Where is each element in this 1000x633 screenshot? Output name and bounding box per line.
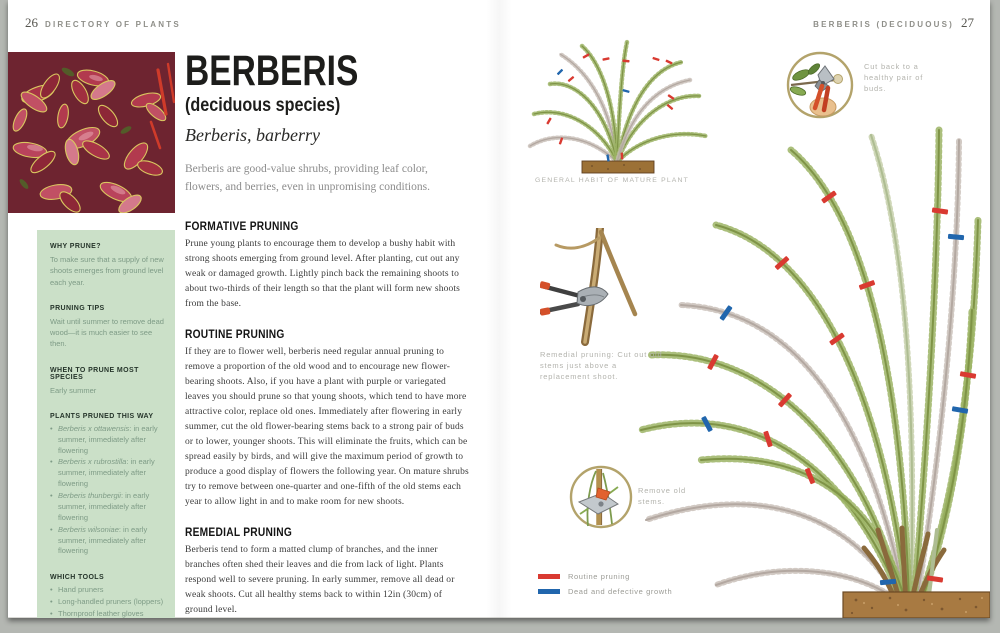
main-article bbox=[185, 47, 471, 633]
legend-row-dead bbox=[538, 587, 672, 596]
section-body: If they are to flower well, berberis need regular annual pruning to remove a proportion of the old wood and to encourage new flower-bearing shoots. Also, if you have a plant with purple or variegated leaves you should prune so that young shoots, which tend to have more attractive color, replace old ones. Immediately after flowering in early summer, cut the old flower-bearing stems back to a strong pair of buds or to lower, younger shoots. This will eliminate the fruits, which can be spread easily by birds, and will give the maximum period of growth to produce a good display of flowers the following year. On mature shrubs try to remove between one-quarter and one-fifth of the old stems each year to allow light in and to make room for new shoots. bbox=[185, 346, 469, 507]
sidebar-body: Wait until summer to remove dead wood—it is much easier to see then. bbox=[50, 316, 164, 349]
remove-caption: Remove old stems. bbox=[638, 486, 687, 506]
section-heading: FORMATIVE PRUNING bbox=[185, 218, 299, 233]
page-title: BERBERIS bbox=[185, 47, 359, 95]
sidebar-heading: WHY PRUNE? bbox=[50, 243, 101, 250]
sidebar-section-tools bbox=[50, 574, 164, 620]
running-head-right bbox=[813, 15, 974, 31]
book-spread bbox=[8, 0, 990, 618]
sidebar-section-tips bbox=[50, 305, 164, 350]
habit-caption: GENERAL HABIT OF MATURE PLANT bbox=[534, 177, 690, 184]
page-gutter bbox=[486, 0, 512, 618]
section-remedial bbox=[185, 525, 471, 618]
plants-list bbox=[50, 424, 164, 558]
remove-old-stems-inset-illustration bbox=[568, 464, 634, 530]
section-body: Prune young plants to encourage them to develop a bushy habit with strong shoots emerging from ground level. After planting, cut out any weak or damaged growth. Lightly pinch back the remaining shoots to about two-thirds of their length so that the plant will form new shoots from the base. bbox=[185, 238, 461, 309]
running-head-left bbox=[25, 15, 181, 31]
sidebar-section-why-prune bbox=[50, 243, 164, 288]
sidebar-heading: PLANTS PRUNED THIS WAY bbox=[50, 412, 154, 420]
cut-back-inset-illustration bbox=[785, 50, 855, 120]
section-routine bbox=[185, 327, 471, 510]
legend-label: Routine pruning bbox=[568, 572, 630, 581]
legend bbox=[538, 572, 672, 602]
legend-row-routine bbox=[538, 572, 672, 581]
sidebar-section-plants bbox=[50, 413, 164, 558]
running-head-left-text: DIRECTORY OF PLANTS bbox=[45, 20, 181, 29]
page-number-right: 27 bbox=[961, 15, 974, 30]
common-names: Berberis, barberry bbox=[185, 124, 320, 145]
mature-plant-habit-illustration bbox=[520, 36, 720, 178]
section-body: Berberis tend to form a matted clump of branches, and the inner branches often shed their leaves and die from lack of light. Plants respond well to severe pruning. In early summer, remove all dead or weak shoots. Cut all healthy stems back to within 12in (30cm) of ground level. bbox=[185, 544, 455, 615]
species-name: Berberis x ottawensis bbox=[58, 423, 130, 433]
remedial-pruning-illustration bbox=[540, 228, 646, 346]
list-item: • Thornproof leather gloves bbox=[50, 609, 164, 620]
species-note: : in early summer, immediately after flowering bbox=[58, 457, 155, 489]
species-name: Berberis thunbergii bbox=[58, 491, 121, 500]
tools-list bbox=[50, 585, 164, 620]
list-item bbox=[50, 424, 164, 457]
sidebar-panel bbox=[37, 230, 175, 618]
routine-pruning-swatch bbox=[538, 574, 560, 579]
sidebar-heading: PRUNING TIPS bbox=[50, 304, 105, 312]
running-head-right-text: BERBERIS (DECIDUOUS) bbox=[813, 20, 954, 29]
sidebar-heading: WHEN TO PRUNE MOST SPECIES bbox=[50, 366, 139, 381]
section-heading: ROUTINE PRUNING bbox=[185, 326, 285, 341]
list-item bbox=[50, 491, 164, 524]
intro-paragraph: Berberis are good-value shrubs, providing leaf color, flowers, and berries, even in unpromising conditions. bbox=[185, 162, 430, 193]
article-sections bbox=[185, 219, 471, 618]
species-note: : in early summer, immediately after flowering bbox=[58, 524, 148, 556]
species-name: Berberis x rubrostilla bbox=[58, 457, 127, 467]
legend-label: Dead and defective growth bbox=[568, 587, 673, 596]
page-number-left: 26 bbox=[25, 15, 38, 30]
sidebar-body: Early summer bbox=[50, 385, 97, 395]
list-item: • Hand pruners bbox=[50, 585, 164, 596]
page-subtitle: (deciduous species) bbox=[185, 95, 341, 116]
species-note: : in early summer, immediately after flowering bbox=[58, 423, 158, 455]
list-item bbox=[50, 525, 164, 558]
sidebar-heading: WHICH TOOLS bbox=[50, 574, 105, 582]
remedial-caption: Remedial pruning: Cut out old stems just above a replacement shoot. bbox=[540, 350, 663, 381]
sidebar-body: To make sure that a supply of new shoots emerges from ground level each year. bbox=[50, 255, 164, 287]
section-heading: REMEDIAL PRUNING bbox=[185, 524, 293, 539]
sidebar-section-when bbox=[50, 367, 164, 396]
section-formative bbox=[185, 219, 471, 312]
list-item: • Long-handled pruners (loppers) bbox=[50, 597, 164, 608]
cut-back-caption: Cut back to a healthy pair of buds. bbox=[864, 62, 924, 93]
dead-growth-swatch bbox=[538, 589, 560, 594]
species-name: Berberis wilsoniae bbox=[58, 524, 119, 534]
species-note: : in early summer, immediately after flowering bbox=[58, 491, 150, 522]
berberis-photo bbox=[8, 52, 175, 213]
list-item bbox=[50, 457, 164, 490]
